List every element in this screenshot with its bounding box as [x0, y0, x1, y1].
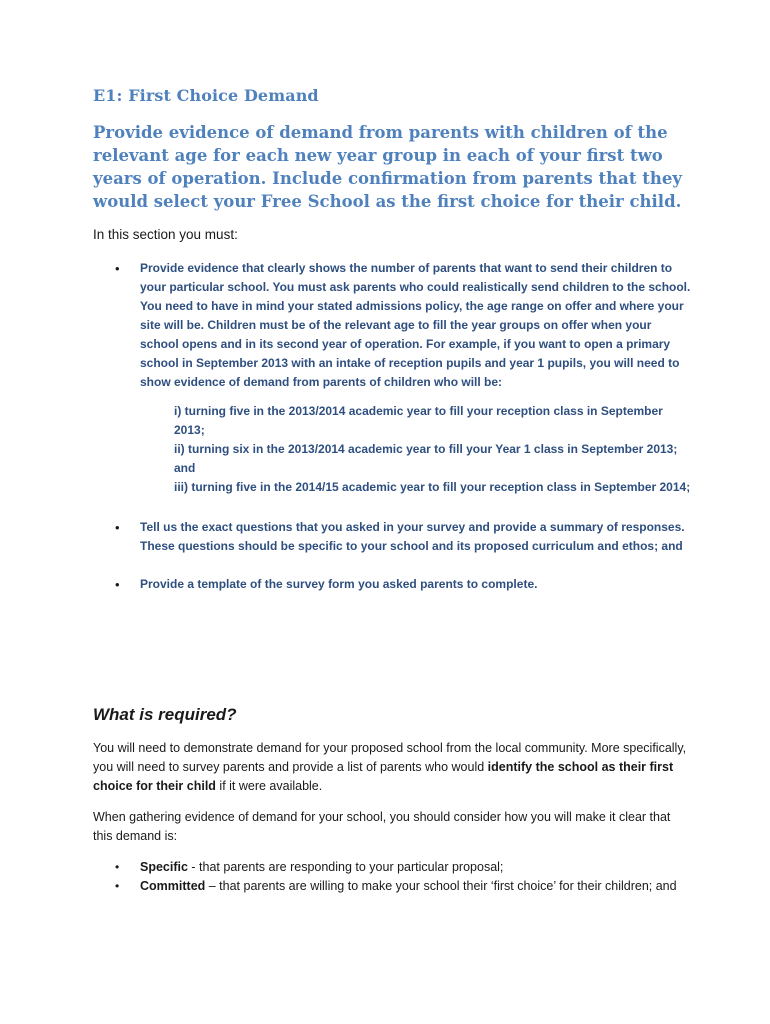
what-required-heading: What is required?: [93, 705, 237, 724]
requirement-text: Provide a template of the survey form you asked parents to complete.: [140, 577, 538, 591]
list-item: [93, 575, 693, 594]
paragraph-text: if it were available.: [215, 779, 323, 793]
gathering-paragraph: When gathering evidence of demand for your school, you should consider how you will make it clear that this demand is:: [93, 810, 671, 843]
list-item: ii) turning six in the 2013/2014 academic year to fill your Year 1 class in September 2013; and: [174, 442, 678, 475]
requirement-text: Provide evidence that clearly shows the number of parents that want to send their children to your particular school. You must ask parents who could realistically send children to the school. You need to have in mind your stated admissions policy, the age range on offer and where your site will be. Children must be of the relevant age to fill the year groups on offer when your school opens and in its second year of operation. For example, if you want to open a primary school in September 2013 with an intake of reception pupils and year 1 pupils, you will need to show evidence of demand from parents of children who will be:: [140, 261, 691, 389]
paragraph-text: You will need to demonstrate demand for your proposed school from the local community. More specifically, you will need to survey parents and provide a list of parents who would: [93, 741, 687, 774]
requirement-text: Tell us the exact questions that you asked in your survey and provide a summary of responses. These questions should be specific to your school and its proposed curriculum and ethos; and: [140, 520, 685, 553]
list-item: [93, 259, 693, 497]
criteria-term: Committed: [140, 879, 206, 893]
criteria-term: Specific: [140, 860, 188, 874]
emphasis-text: identify the school as their first choice for their child: [93, 760, 674, 793]
criteria-list: [93, 858, 693, 896]
age-criteria-list: [174, 402, 693, 497]
bullet-icon: •: [115, 860, 120, 874]
bullet-icon: •: [115, 261, 120, 276]
demand-paragraph: [93, 739, 693, 796]
list-item: [93, 518, 693, 556]
criteria-desc: – that parents are willing to make your school their ‘first choice’ for their children; and: [205, 879, 677, 893]
requirements-list: [93, 259, 693, 594]
intro-text: In this section you must:: [93, 227, 238, 242]
bullet-icon: •: [115, 520, 120, 535]
list-item: i) turning five in the 2013/2014 academic year to fill your reception class in September 2013;: [174, 404, 663, 437]
criteria-desc: - that parents are responding to your particular proposal;: [187, 860, 504, 874]
bullet-icon: •: [115, 577, 120, 592]
list-item: [93, 858, 693, 877]
bullet-icon: •: [115, 879, 120, 893]
section-title: E1: First Choice Demand: [93, 86, 319, 105]
list-item: iii) turning five in the 2014/15 academic year to fill your reception class in September 2014;: [174, 480, 691, 494]
list-item: [93, 877, 693, 896]
lead-heading: Provide evidence of demand from parents with children of the relevant age for each new year group in each of your first two years of operation. Include confirmation from parents that they would select your Free School as the first choice for their child.: [93, 123, 682, 211]
